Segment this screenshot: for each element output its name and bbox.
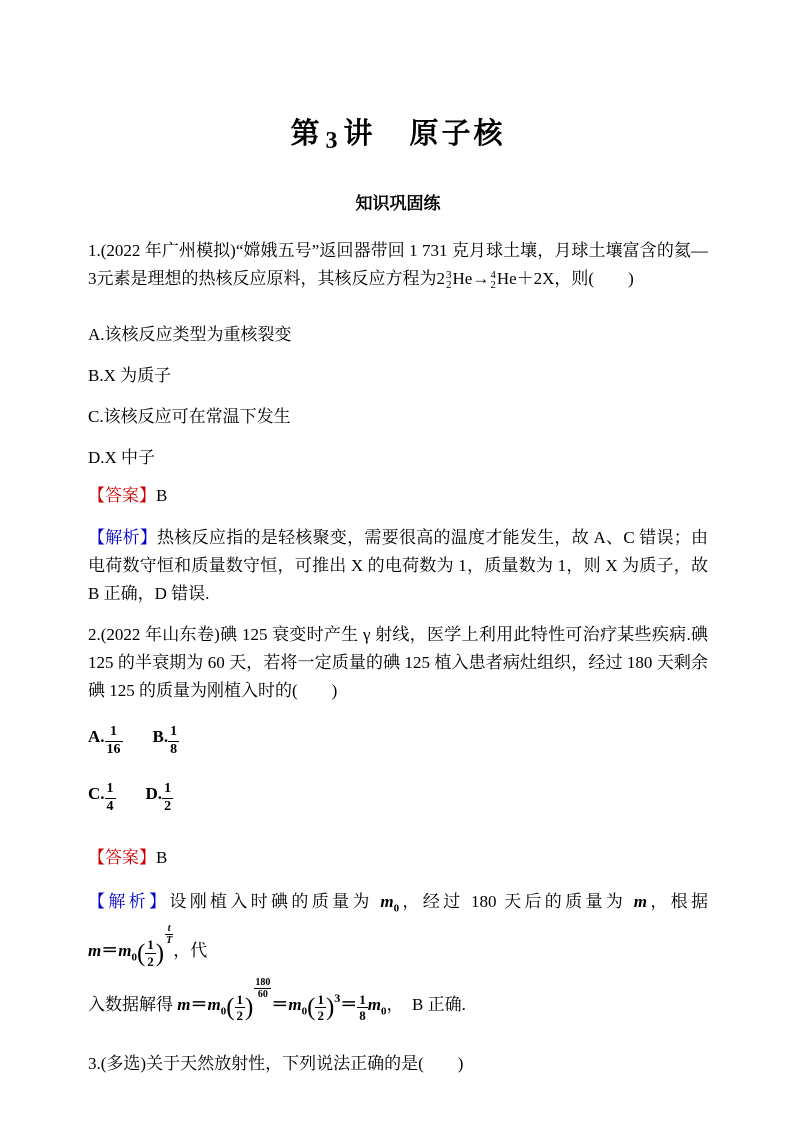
fraction-numerator: 1 [164,781,172,796]
option-b-fraction [168,725,179,757]
analysis-text: 入数据解得 [88,995,178,1015]
fraction-denominator: 8 [170,742,178,757]
question-1-text-tail: ＋2X，则( ) [516,269,634,288]
question-2-option-b [153,723,180,758]
var-m0-subscript: 0 [381,1005,387,1018]
exponent-denominator: 60 [254,988,271,1000]
question-1-stem [88,237,708,293]
reactant-symbol: He [452,269,473,288]
analysis-text: ，代 [173,940,208,960]
exponent-numerator: t [167,922,171,934]
formula-base: m [207,995,221,1015]
question-2-option-d [146,780,174,815]
nuclear-equation [445,269,517,291]
question-2-stem: 2.(2022 年山东卷)碘 125 衰变时产生 γ 射线，医学上利用此特性可治疗某些疾病.碘 125 的半衰期为 60 天，若将一定质量的碘 125 植入患者病灶组织，经过 180 天剩余碘 125 的质量为刚植入时的( ) [88,625,708,700]
exponent-denominator: T [166,934,173,946]
product-symbol: He [496,269,517,288]
equals-sign: ＝ [190,995,208,1015]
answer-label: 【答案】 [88,848,156,868]
section-subtitle: 知识巩固练 [355,194,441,213]
option-c-key: C. [88,783,105,803]
reactant-charge-number: 2 [446,279,452,291]
question-2-option-a [88,723,123,758]
question-2-answer [88,844,708,872]
exponent-numerator: 180 [255,977,271,989]
question-1-option-d: D.X 中子 [88,448,156,467]
right-paren: ) [155,939,165,967]
analysis-line-2 [88,977,708,1025]
left-paren: ( [226,994,235,1022]
question-1-answer [88,482,708,510]
option-d-key: D. [145,783,163,803]
fraction-denominator: 2 [317,1008,324,1024]
analysis-text: ， B 正确. [386,995,466,1015]
title-suffix: 讲 [343,118,376,150]
page-title [88,116,708,159]
reactant-mass-number: 3 [446,269,452,281]
answer-value: B [156,848,168,868]
fraction-denominator: 4 [106,798,114,814]
one-half-fraction [145,938,156,968]
left-paren: ( [136,939,146,967]
fraction-denominator: 2 [147,953,154,969]
fraction-numerator: 1 [106,781,114,796]
option-d-fraction [162,782,173,814]
question-2-analysis [88,888,708,1025]
formula-base: m [118,940,132,960]
analysis-label: 【解析】 [88,528,158,547]
var-m0-subscript: 0 [393,902,400,915]
question-3-stem: 3.(多选)关于天然放射性，下列说法正确的是( ) [88,1053,464,1073]
one-eighth-fraction [357,993,368,1023]
analysis-text: 热核反应指的是轻核聚变，需要很高的温度才能发生，故 A、C 错误；由电荷数守恒和质量数守恒，可推出 X 的电荷数为 1，质量数为 1，则 X 为质子，故 B 正确，D 错误. [88,528,709,603]
formula-base: m [288,995,302,1015]
fraction-numerator: 1 [170,724,178,740]
var-m: m [633,892,647,912]
question-2-options-row-1 [88,723,708,758]
question-1-option-a: A.该核反应类型为重核裂变 [88,325,292,344]
reactant-prescript [446,270,452,290]
option-c-fraction [105,782,116,814]
fraction-numerator: 1 [236,991,244,1007]
right-paren: ) [245,994,254,1022]
question-2-options-row-2 [88,780,708,815]
fraction-numerator: 1 [317,991,324,1007]
title-main: 原子核 [409,118,506,150]
question-1-option-b: B.X 为质子 [88,366,172,385]
answer-label: 【答案】 [88,486,156,505]
right-paren: ) [325,994,335,1022]
exponent-180-over-60 [254,977,271,1000]
equals-sign: ＝ [101,940,119,960]
fraction-numerator: 1 [359,991,366,1007]
title-number: 3 [325,128,341,154]
fraction-denominator: 8 [359,1008,366,1024]
product-mass-number: 4 [490,269,496,281]
answer-value: B [156,486,168,505]
one-half-fraction [315,993,326,1023]
formula-lhs: m [177,995,191,1015]
formula-base-subscript: 0 [301,1005,308,1018]
equals-sign: ＝ [271,995,289,1015]
fraction-numerator: 1 [147,937,154,953]
fraction-denominator: 2 [164,798,172,814]
question-2-option-c [88,780,116,815]
equals-sign: ＝ [340,995,358,1015]
option-a-key: A. [88,727,105,746]
product-prescript [490,270,496,290]
analysis-label: 【解析】 [88,892,170,912]
formula-lhs: m [88,940,102,960]
product-charge-number: 2 [490,279,496,291]
var-m0: m [367,995,381,1015]
exponent-cube: 3 [334,991,341,1006]
analysis-line-1 [88,888,708,971]
question-1-analysis [88,524,708,608]
option-a-fraction [105,725,123,757]
formula-base-subscript: 0 [220,1005,227,1018]
analysis-text: ，经过 180 天后的质量为 [399,892,634,912]
formula-base-subscript: 0 [131,951,137,964]
fraction-denominator: 16 [106,742,121,757]
var-m0: m [380,892,394,912]
substituted-formula [177,977,387,1024]
question-1-option-c: C.该核反应可在常温下发生 [88,407,291,426]
analysis-text: ，根据 [647,892,709,912]
fraction-numerator: 1 [110,724,118,740]
reaction-arrow: → [472,269,490,288]
title-prefix: 第 [290,118,323,150]
option-b-key: B. [152,727,169,746]
left-paren: ( [307,994,316,1022]
question-1-text: 1.(2022 年广州模拟)“嫦娥五号”返回器带回 1 731 克月球土壤，月球土壤富含的氦—3元素是理想的热核反应原料，其核反应方程为2 [88,241,708,288]
one-half-fraction [235,993,246,1023]
half-life-formula [88,922,173,969]
analysis-text: 设刚植入时碘的质量为 [169,892,381,912]
fraction-denominator: 2 [236,1008,244,1024]
